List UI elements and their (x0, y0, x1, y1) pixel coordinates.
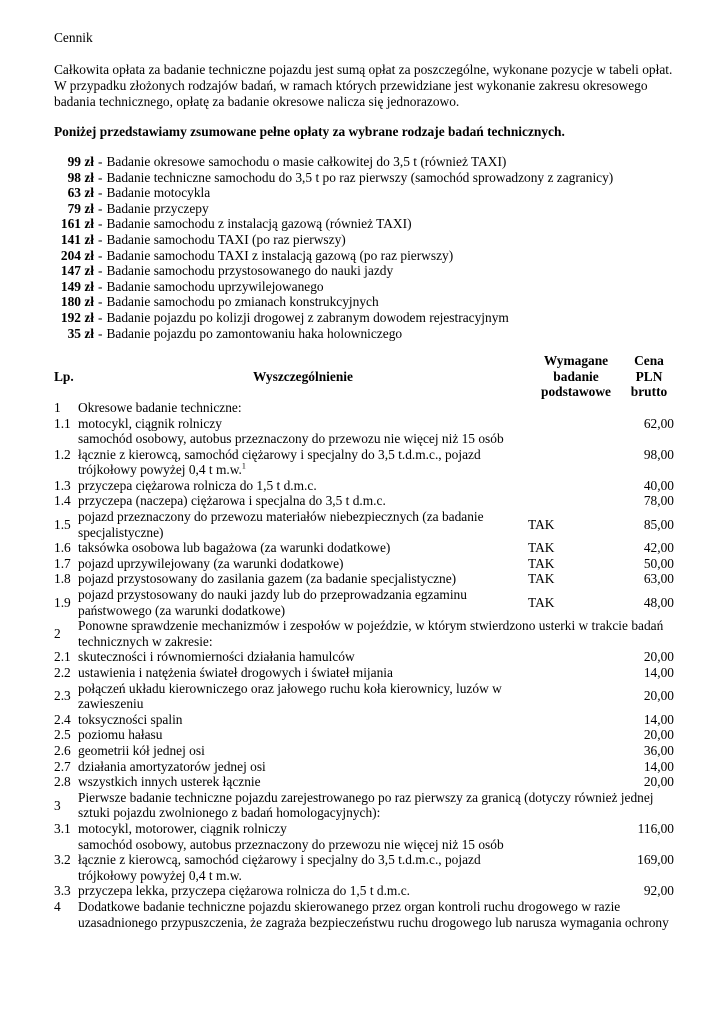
summary-price: 141 zł (60, 231, 94, 247)
row-lp: 2.2 (54, 665, 71, 680)
table-row (54, 618, 674, 649)
summary-text: Badanie samochodu uprzywilejowanego (106, 278, 324, 294)
row-description (78, 712, 528, 728)
summary-separator: - (98, 247, 103, 263)
table-row (54, 899, 674, 930)
summary-separator: - (98, 231, 103, 247)
footnote-mark: 1 (241, 461, 246, 471)
summary-list (54, 154, 674, 341)
row-lp: 2.7 (54, 758, 71, 774)
summary-text: Badanie samochodu TAXI (po raz pierwszy) (106, 231, 346, 247)
table-row (54, 556, 674, 572)
summary-item (54, 326, 674, 342)
row-price: 42,00 (643, 540, 674, 556)
row-price: 85,00 (643, 516, 674, 532)
row-description-text: Pierwsze badanie techniczne pojazdu zarejestrowanego po raz pierwszy za granicą (dotyczy również jednej sztuki pojazdu zwolnionego z badań homologacyjnych): (78, 789, 654, 821)
row-description (78, 899, 674, 930)
header-price-line-3: brutto (630, 384, 668, 400)
summary-text: Badanie okresowe samochodu o masie całkowitej do 3,5 t (również TAXI) (106, 154, 507, 169)
row-description (78, 431, 528, 478)
row-required-basic (528, 478, 624, 494)
row-lp: 3 (54, 797, 61, 813)
row-description (78, 774, 528, 790)
row-description (78, 821, 528, 837)
row-lp: 4 (54, 898, 61, 914)
row-price: 169,00 (637, 852, 674, 868)
row-required-basic (528, 774, 624, 790)
table-row (54, 727, 674, 743)
summary-text: Badanie motocykla (106, 185, 211, 201)
row-description-text: połączeń układu kierowniczego oraz jałowego ruchu koła kierownicy, luzów w zawieszeniu (78, 680, 502, 712)
header-required-line-2: badanie (553, 368, 599, 384)
summary-item (54, 216, 674, 232)
summary-heading: Poniżej przedstawiamy zsumowane pełne opłaty za wybrane rodzaje badań technicznych. (54, 124, 565, 139)
summary-price: 180 zł (60, 294, 94, 310)
row-price: 14,00 (643, 711, 674, 727)
row-description-text: samochód osobowy, autobus przeznaczony do przewozu nie więcej niż 15 osób łącznie z kierowcą, samochód ciężarowy i specjalny do 3,5 t.d.m.c., pojazd trójkołowy powyżej 0,4 t m.w. (78, 431, 504, 478)
summary-separator: - (98, 185, 103, 201)
header-lp: Lp. (54, 368, 74, 384)
summary-text: Badanie samochodu TAXI z instalacją gazową (po raz pierwszy) (106, 247, 454, 263)
summary-price: 98 zł (67, 169, 94, 185)
row-description-text: Ponowne sprawdzenie mechanizmów i zespołów w pojeździe, w którym stwierdzono usterki w trakcie badań technicznych w zakresie: (78, 618, 664, 649)
row-required-basic (528, 759, 624, 775)
row-description-text: poziomu hałasu (78, 727, 163, 743)
summary-price: 99 zł (67, 154, 94, 169)
table-row (54, 821, 674, 837)
header-description: Wyszczególnienie (253, 368, 353, 384)
table-row (54, 493, 674, 509)
table-row (54, 665, 674, 681)
row-price: 20,00 (643, 727, 674, 743)
table-row (54, 509, 674, 540)
row-lp: 2.1 (54, 649, 71, 665)
summary-separator: - (98, 294, 103, 310)
summary-price: 161 zł (60, 216, 94, 232)
row-lp: 1.2 (54, 446, 71, 462)
row-description-text: przyczepa lekka, przyczepa ciężarowa rolnicza do 1,5 t d.m.c. (78, 883, 410, 899)
row-lp: 2 (54, 626, 61, 642)
row-required-basic: TAK (528, 571, 555, 587)
summary-price: 79 zł (67, 200, 94, 216)
summary-separator: - (98, 154, 103, 169)
row-description-text: pojazd uprzywilejowany (za warunki dodatkowe) (78, 555, 344, 571)
row-description (78, 571, 528, 587)
row-required-basic (528, 821, 624, 837)
row-required-basic (528, 727, 624, 743)
row-description-text: toksyczności spalin (78, 711, 183, 727)
row-price: 36,00 (643, 742, 674, 758)
row-description-text: motocykl, ciągnik rolniczy (78, 415, 222, 431)
row-price: 20,00 (643, 774, 674, 790)
summary-item (54, 201, 674, 217)
row-required-basic (528, 431, 624, 478)
summary-price: 63 zł (67, 185, 94, 201)
summary-separator: - (98, 309, 103, 325)
row-description-text: pojazd przystosowany do nauki jazdy lub do przeprowadzania egzaminu państwowego (za warunki dodatkowe) (78, 587, 467, 618)
price-table (54, 353, 674, 930)
row-description (78, 649, 528, 665)
row-required-basic (528, 712, 624, 728)
row-required-basic: TAK (528, 555, 555, 571)
summary-item (54, 232, 674, 248)
row-description (78, 743, 528, 759)
page-title: Cennik (54, 30, 93, 45)
row-description (78, 837, 528, 884)
summary-price: 147 zł (60, 263, 94, 279)
row-lp: 2.5 (54, 727, 71, 743)
table-header-row (54, 353, 674, 400)
header-required-line-1: Wymagane (543, 353, 609, 369)
table-row (54, 587, 674, 618)
table-row (54, 681, 674, 712)
row-lp: 1.4 (54, 493, 71, 509)
row-description-text: samochód osobowy, autobus przeznaczony do przewozu nie więcej niż 15 osób łącznie z kierowcą, samochód ciężarowy i specjalny do 3,5 t.d.m.c., pojazd trójkołowy powyżej 0,4 t m.w. (78, 836, 504, 883)
row-required-basic (528, 665, 624, 681)
row-description (78, 790, 674, 821)
summary-text: Badanie samochodu przystosowanego do nauki jazdy (106, 263, 394, 279)
summary-text: Badanie samochodu po zmianach konstrukcyjnych (106, 294, 379, 310)
table-row (54, 883, 674, 899)
row-lp: 1.1 (54, 415, 71, 431)
row-description (78, 416, 528, 432)
table-row (54, 837, 674, 884)
row-description (78, 400, 528, 416)
row-description (78, 665, 528, 681)
table-row (54, 416, 674, 432)
summary-item (54, 154, 674, 170)
table-row (54, 649, 674, 665)
summary-price: 204 zł (60, 247, 94, 263)
row-description-text: przyczepa (naczepa) ciężarowa i specjalna do 3,5 t d.m.c. (78, 493, 386, 509)
summary-item (54, 310, 674, 326)
row-description-text: Dodatkowe badanie techniczne pojazdu skierowanego przez organ kontroli ruchu drogowego w razie uzasadnionego przypuszczenia, że zagraża bezpieczeństwu ruchu drogowego lub narusza wymagania ochrony (78, 898, 669, 930)
summary-text: Badanie techniczne samochodu do 3,5 t po raz pierwszy (samochód sprowadzony z zagranicy) (106, 169, 614, 185)
row-lp: 3.3 (54, 883, 71, 899)
summary-text: Badanie pojazdu po kolizji drogowej z zabranym dowodem rejestracyjnym (106, 309, 509, 325)
summary-separator: - (98, 169, 103, 185)
row-required-basic (528, 883, 624, 899)
row-required-basic: TAK (528, 516, 555, 532)
summary-item (54, 263, 674, 279)
row-lp: 2.6 (54, 742, 71, 758)
header-price-line-1: Cena (634, 353, 664, 369)
summary-separator: - (98, 325, 103, 341)
row-description (78, 478, 528, 494)
row-description (78, 618, 674, 649)
table-row (54, 400, 674, 416)
row-price: 63,00 (643, 571, 674, 587)
row-description-text: Okresowe badanie techniczne: (78, 399, 242, 415)
summary-item (54, 185, 674, 201)
row-lp: 3.1 (54, 820, 71, 836)
table-row (54, 431, 674, 478)
row-lp: 1.8 (54, 571, 71, 587)
row-required-basic (528, 681, 624, 712)
row-description (78, 759, 528, 775)
row-price: 20,00 (643, 649, 674, 665)
row-description-text: działania amortyzatorów jednej osi (78, 758, 266, 774)
row-description (78, 883, 528, 899)
table-row (54, 540, 674, 556)
row-description-text: pojazd przystosowany do zasilania gazem (za badanie specjalistyczne) (78, 571, 457, 587)
row-lp: 3.2 (54, 852, 71, 868)
row-description-text: geometrii kół jednej osi (78, 742, 205, 758)
row-lp: 2.8 (54, 774, 71, 790)
row-required-basic (528, 400, 624, 416)
row-price: 62,00 (643, 415, 674, 431)
row-description-text: motocykl, motorower, ciągnik rolniczy (78, 820, 287, 836)
row-description (78, 493, 528, 509)
row-lp: 1 (54, 399, 61, 415)
row-lp: 1.9 (54, 594, 71, 610)
row-required-basic: TAK (528, 540, 555, 556)
row-required-basic (528, 493, 624, 509)
row-price: 50,00 (643, 555, 674, 571)
row-description (78, 587, 528, 618)
row-price: 92,00 (643, 883, 674, 899)
row-price: 116,00 (637, 820, 674, 836)
row-description (78, 556, 528, 572)
row-price: 14,00 (643, 758, 674, 774)
table-row (54, 790, 674, 821)
row-description (78, 509, 528, 540)
summary-text: Badanie samochodu z instalacją gazową (również TAXI) (106, 216, 412, 232)
row-lp: 1.5 (54, 516, 71, 532)
row-price: 20,00 (643, 688, 674, 704)
document-page (54, 30, 674, 930)
summary-separator: - (98, 216, 103, 232)
summary-price: 35 zł (67, 325, 94, 341)
summary-item (54, 170, 674, 186)
row-price: 98,00 (643, 446, 674, 462)
row-price: 48,00 (643, 594, 674, 610)
summary-price: 149 zł (60, 278, 94, 294)
row-required-basic (528, 649, 624, 665)
table-row (54, 571, 674, 587)
row-description-text: skuteczności i równomierności działania hamulców (78, 649, 355, 665)
summary-item (54, 248, 674, 264)
summary-separator: - (98, 263, 103, 279)
row-price: 40,00 (643, 477, 674, 493)
row-description-text: przyczepa ciężarowa rolnicza do 1,5 t d.m.c. (78, 477, 317, 493)
row-price (624, 400, 674, 416)
summary-text: Badanie przyczepy (106, 200, 209, 216)
header-required-line-3: podstawowe (541, 384, 611, 400)
row-required-basic: TAK (528, 594, 555, 610)
header-price (624, 353, 674, 400)
summary-item (54, 279, 674, 295)
summary-separator: - (98, 200, 103, 216)
row-description (78, 540, 528, 556)
table-row (54, 774, 674, 790)
summary-price: 192 zł (60, 309, 94, 325)
row-required-basic (528, 837, 624, 884)
row-description-text: taksówka osobowa lub bagażowa (za warunki dodatkowe) (78, 540, 391, 556)
row-price: 14,00 (643, 665, 674, 680)
table-row (54, 759, 674, 775)
table-row (54, 478, 674, 494)
row-required-basic (528, 743, 624, 759)
row-lp: 2.4 (54, 711, 71, 727)
row-description-text: wszystkich innych usterek łącznie (78, 774, 261, 790)
row-lp: 1.7 (54, 555, 71, 571)
row-lp: 1.6 (54, 540, 71, 556)
summary-text: Badanie pojazdu po zamontowaniu haka holowniczego (106, 325, 403, 341)
row-description (78, 681, 528, 712)
header-price-line-2: PLN (635, 368, 663, 384)
row-price: 78,00 (643, 493, 674, 509)
row-description-text: ustawienia i natężenia świateł drogowych i świateł mijania (78, 665, 393, 680)
intro-paragraph: Całkowita opłata za badanie techniczne pojazdu jest sumą opłat za poszczególne, wykonane pozycje w tabeli opłat. W przypadku złożonych rodzajów badań, w ramach których przewidziane jest wykonanie zakresu okresowego badania technicznego, opłatę za badanie okresowe nalicza się jednorazowo. (54, 62, 673, 109)
table-body (54, 400, 674, 930)
row-required-basic (528, 416, 624, 432)
row-description (78, 727, 528, 743)
table-row (54, 712, 674, 728)
summary-separator: - (98, 278, 103, 294)
table-row (54, 743, 674, 759)
row-lp: 2.3 (54, 688, 71, 704)
row-description-text: pojazd przeznaczony do przewozu materiałów niebezpiecznych (za badanie specjalistyczne) (78, 509, 484, 540)
summary-item (54, 294, 674, 310)
row-lp: 1.3 (54, 477, 71, 493)
header-required-basic (528, 353, 624, 400)
